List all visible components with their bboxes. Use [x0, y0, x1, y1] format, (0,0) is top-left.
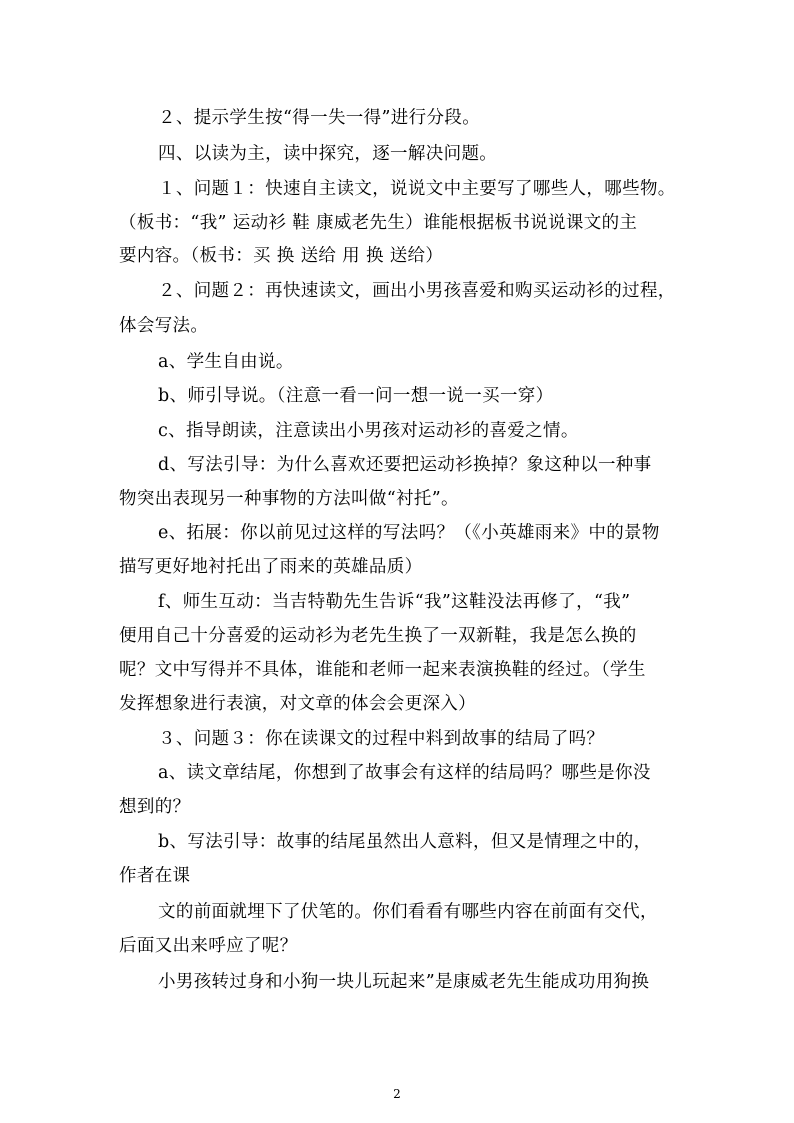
text-line: 文的前面就埋下了伏笔的。你们看看有哪些内容在前面有交代， — [158, 902, 658, 922]
text-line: ３、问题３：你在读课文的过程中料到故事的结局了吗？ — [158, 729, 605, 749]
text-line: １、问题１：快速自主读文，说说文中主要写了哪些人，哪些物。 — [158, 179, 676, 199]
text-line: 描写更好地衬托出了雨来的英雄品质） — [119, 557, 423, 577]
text-line: （板书：“我” 运动衫 鞋 康威老先生）谁能根据板书说说课文的主 — [119, 213, 638, 233]
text-line: d、写法引导：为什么喜欢还要把运动衫换掉？象这种以一种事 — [158, 455, 652, 475]
text-line: e、拓展：你以前见过这样的写法吗？（《小英雄雨来》中的景物 — [158, 523, 660, 543]
text-line: 作者在课 — [119, 866, 191, 886]
text-line: ２、问题２：再快速读文，画出小男孩喜爱和购买运动衫的过程， — [158, 281, 676, 301]
text-line: 想到的？ — [119, 797, 191, 817]
text-line: b、师引导说。（注意一看一问一想一说一买一穿） — [158, 386, 554, 406]
text-line: f、师生互动：当吉特勒先生告诉“我”这鞋没法再修了，“我” — [158, 592, 631, 612]
page-number: 2 — [393, 1087, 401, 1101]
text-line: 体会写法。 — [119, 316, 209, 336]
text-line: ２、提示学生按“得一失一得”进行分段。 — [158, 108, 481, 128]
text-line: b、写法引导：故事的结尾虽然出人意料，但又是情理之中的， — [158, 832, 652, 852]
text-line: c、指导朗读，注意读出小男孩对运动衫的喜爱之情。 — [158, 421, 579, 441]
text-line: 物突出表现另一种事物的方法叫做“衬托”。 — [119, 489, 459, 509]
text-line: 小男孩转过身和小狗一块儿玩起来”是康威老先生能成功用狗换 — [158, 972, 650, 992]
text-line: 要内容。（板书：买 换 送给 用 换 送给） — [119, 246, 444, 266]
text-line: 呢？文中写得并不具体，谁能和老师一起来表演换鞋的经过。（学生 — [119, 660, 646, 680]
text-line: 发挥想象进行表演，对文章的体会会更深入） — [119, 694, 476, 714]
text-line: 四、以读为主，读中探究，逐一解决问题。 — [158, 144, 498, 164]
text-line: 后面又出来呼应了呢？ — [119, 936, 298, 956]
text-line: 便用自己十分喜爱的运动衫为老先生换了一双新鞋，我是怎么换的 — [119, 626, 637, 646]
text-line: a、读文章结尾，你想到了故事会有这样的结局吗？哪些是你没 — [158, 763, 651, 783]
text-line: a、学生自由说。 — [158, 352, 294, 372]
